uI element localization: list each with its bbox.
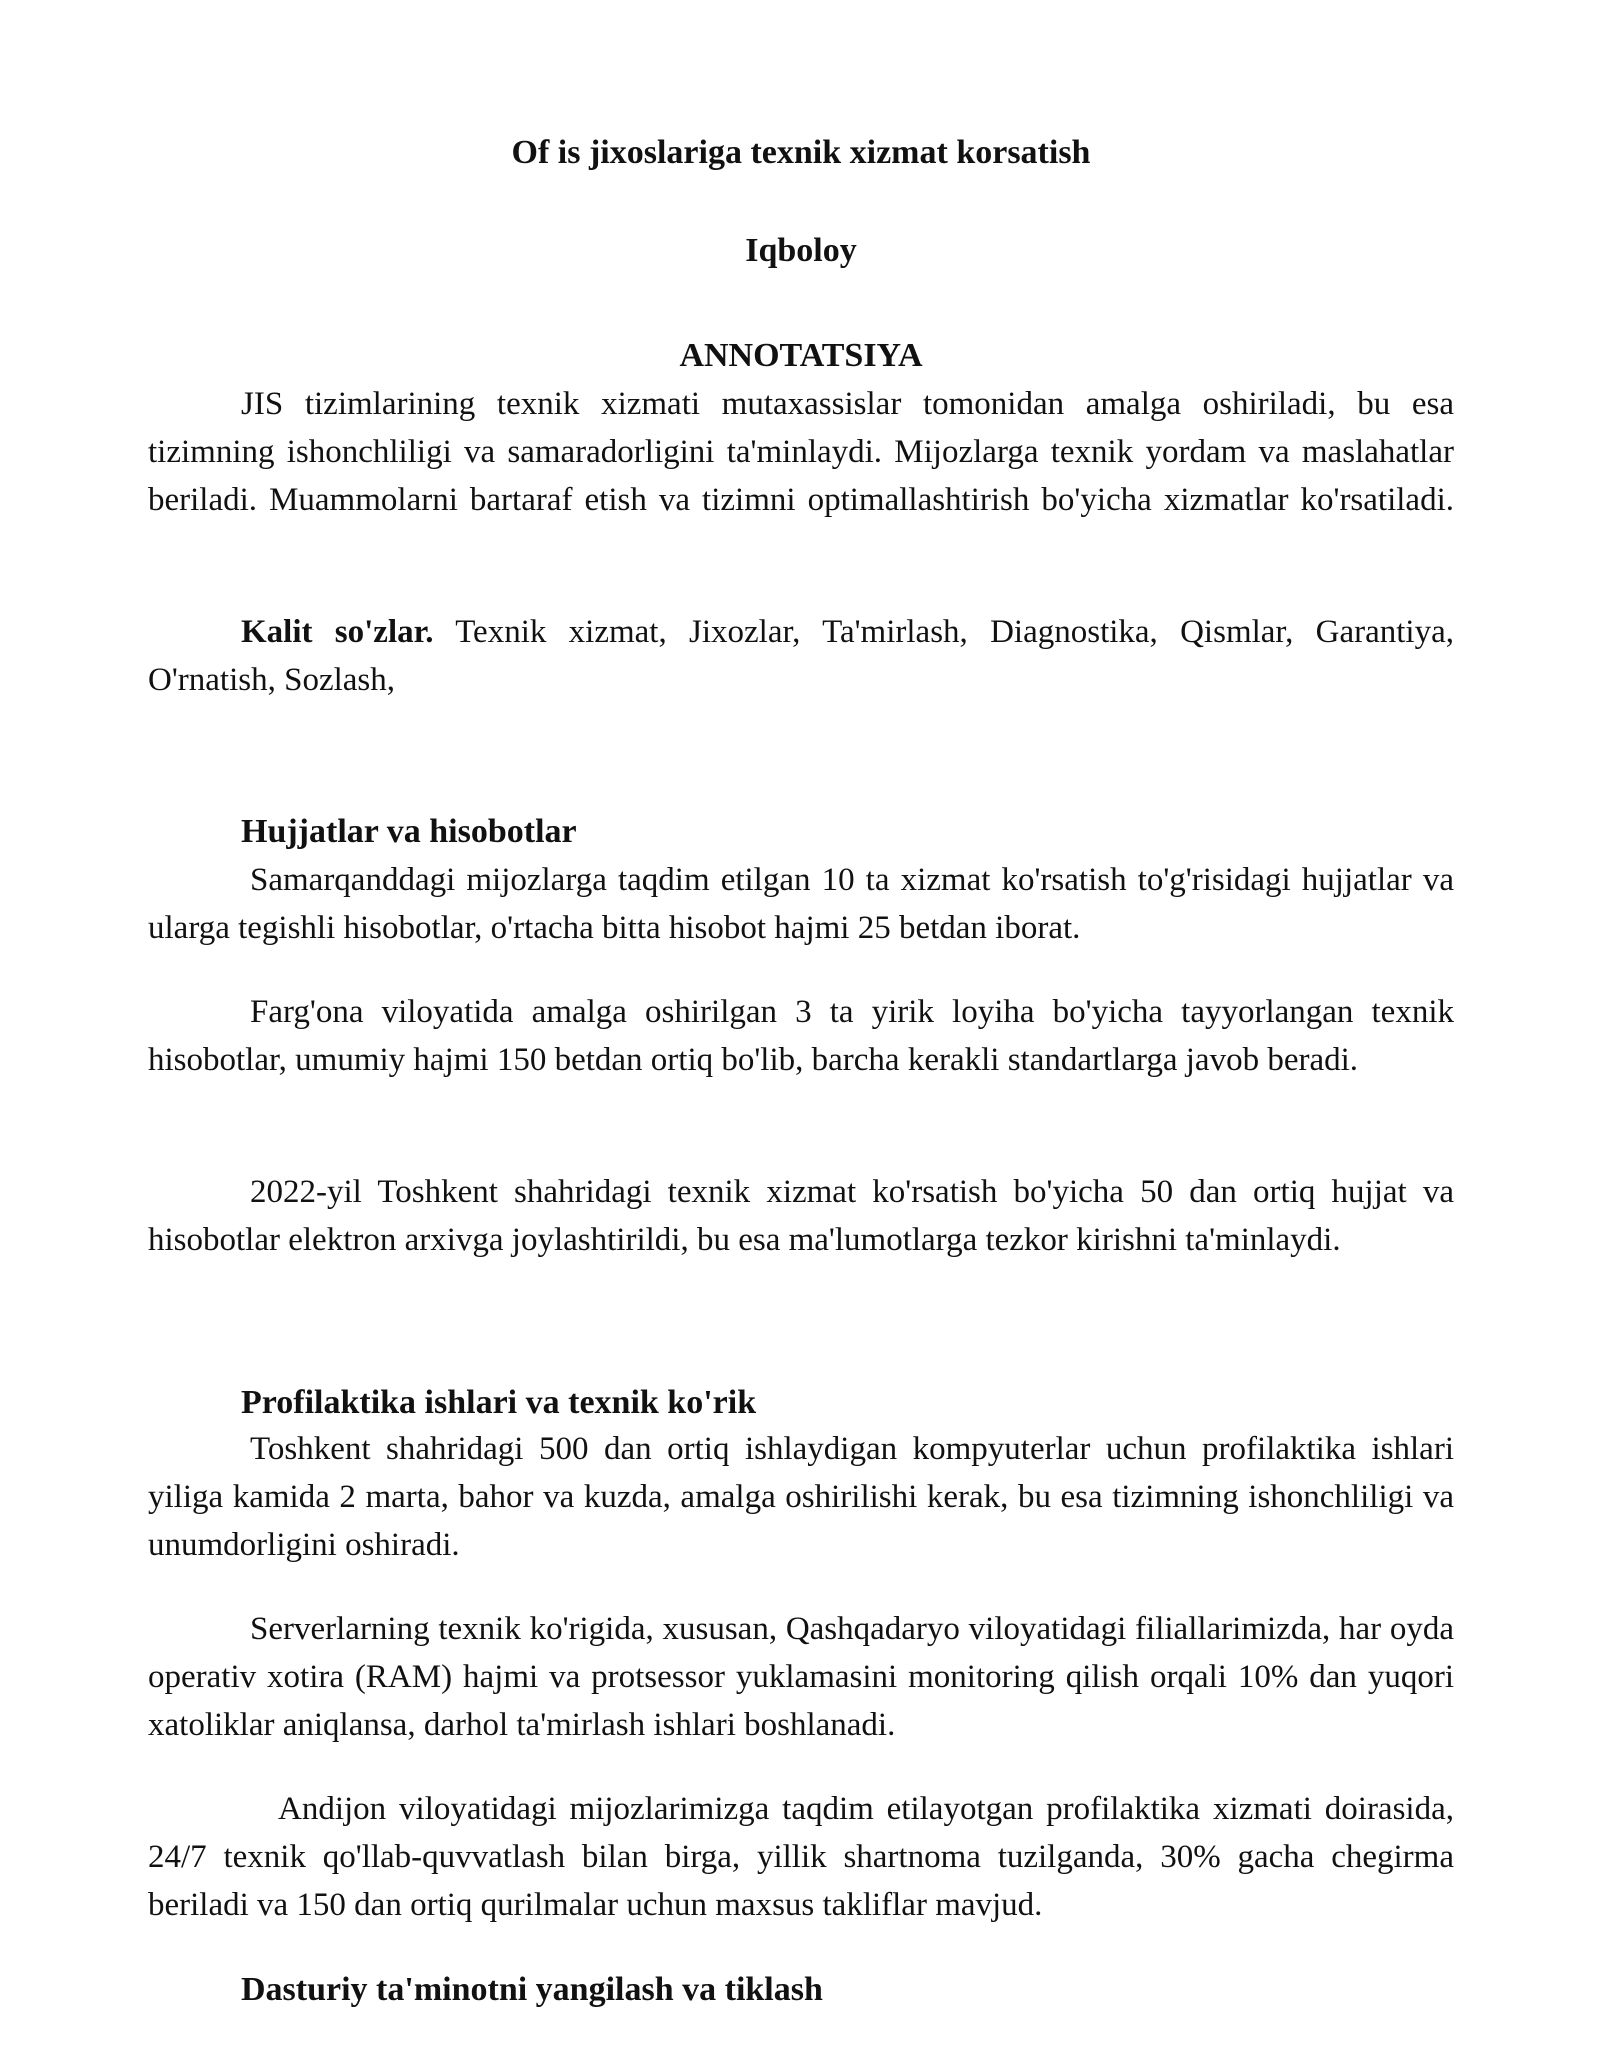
section-2-paragraph-1: Toshkent shahridagi 500 dan ortiq ishlaydigan kompyuterlar uchun profilaktika ishlari yiliga kamida 2 marta, bahor va kuzda, amalga oshirilishi kerak, bu esa tizimning ishonchliligi va unumdorligini oshiradi. <box>148 1431 1454 1563</box>
section-1-paragraph-2: Farg'ona viloyatida amalga oshirilgan 3 ta yirik loyiha bo'yicha tayyorlangan texnik hisobotlar, umumiy hajmi 150 betdan ortiq bo'lib, barcha kerakli standartlarga javob beradi. <box>148 994 1454 1078</box>
author-name: Iqboloy <box>745 232 857 269</box>
section-heading-software: Dasturiy ta'minotni yangilash va tiklash <box>241 1971 823 2008</box>
section-heading-documents: Hujjatlar va hisobotlar <box>241 813 577 850</box>
section-1-paragraph-3: 2022-yil Toshkent shahridagi texnik xizmat ko'rsatish bo'yicha 50 dan ortiq hujjat va hisobotlar elektron arxivga joylashtirildi, bu esa ma'lumotlarga tezkor kirishni ta'minlaydi. <box>148 1174 1454 1258</box>
annotation-heading: ANNOTATSIYA <box>679 337 923 374</box>
document-title: Of is jixoslariga texnik xizmat korsatish <box>511 134 1091 171</box>
keywords-label: Kalit so'zlar. <box>241 614 434 650</box>
section-1-paragraph-1: Samarqanddagi mijozlarga taqdim etilgan 10 ta xizmat ko'rsatish to'g'risidagi hujjatlar va ularga tegishli hisobotlar, o'rtacha bitta hisobot hajmi 25 betdan iborat. <box>148 862 1454 946</box>
keywords-paragraph <box>148 608 1454 704</box>
annotation-paragraph: JIS tizimlarining texnik xizmati mutaxassislar tomonidan amalga oshiriladi, bu esa tizimning ishonchliligi va samaradorligini ta'minlaydi. Mijozlarga texnik yordam va maslahatlar beriladi. Muammolarni bartaraf etish va tizimni optimallashtirish bo'yicha xizmatlar ko'rsatiladi. <box>148 386 1454 518</box>
keywords-text: Texnik xizmat, Jixozlar, Ta'mirlash, Diagnostika, Qismlar, Garantiya, O'rnatish, Sozlash, <box>148 614 1454 698</box>
section-heading-maintenance: Profilaktika ishlari va texnik ko'rik <box>241 1384 757 1421</box>
section-2-paragraph-3: Andijon viloyatidagi mijozlarimizga taqdim etilayotgan profilaktika xizmati doirasida, 24/7 texnik qo'llab-quvvatlash bilan birga, yillik shartnoma tuzilganda, 30% gacha chegirma beriladi va 150 dan ortiq qurilmalar uchun maxsus takliflar mavjud. <box>148 1791 1454 1923</box>
section-2-paragraph-2: Serverlarning texnik ko'rigida, xususan, Qashqadaryo viloyatidagi filiallarimizda, har oyda operativ xotira (RAM) hajmi va protsessor yuklamasini monitoring qilish orqali 10% dan yuqori xatoliklar aniqlansa, darhol ta'mirlash ishlari boshlanadi. <box>148 1611 1454 1743</box>
